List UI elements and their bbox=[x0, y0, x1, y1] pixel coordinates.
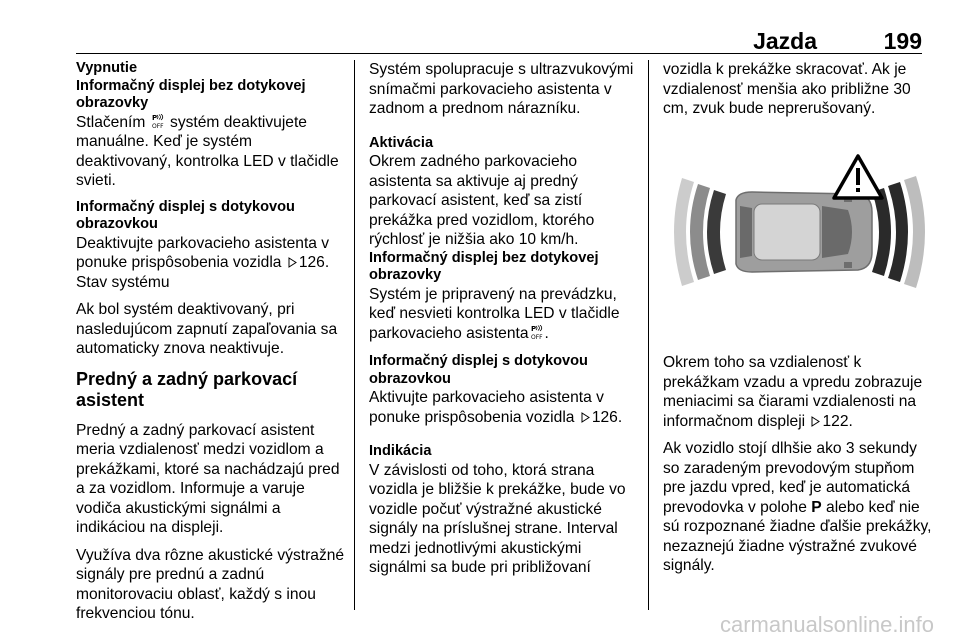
page-reference-link[interactable]: 122. bbox=[822, 412, 853, 430]
column-2 bbox=[369, 60, 641, 586]
column-divider-1 bbox=[354, 60, 355, 610]
heading-indikacia: Indikácia bbox=[369, 443, 432, 459]
column-1 bbox=[76, 60, 348, 632]
rear-sensor-zones bbox=[674, 178, 726, 286]
heading-info-touch: Informačný displej s dotykovou obrazovkou bbox=[76, 198, 295, 232]
heading-info-no-touch-2: Informačný displej bez dotykovej obrazovky bbox=[369, 249, 599, 283]
warning-triangle-icon bbox=[834, 156, 882, 198]
paragraph-no-auto-reactivate: Ak bol systém deaktivovaný, pri nasledujúcom zapnutí zapaľovania sa automaticky znova neaktivuje. bbox=[76, 301, 338, 357]
column-divider-2 bbox=[648, 60, 649, 610]
column-3 bbox=[663, 60, 935, 127]
column-3-lower bbox=[663, 353, 935, 584]
page-reference-link[interactable]: 126. bbox=[591, 408, 623, 426]
gear-p-label: P bbox=[811, 498, 822, 516]
parking-sensor-diagram bbox=[672, 152, 930, 308]
paragraph-two-signals: Využíva dva rôzne akustické výstražné signály pre prednú a zadnú monitorovaciu oblasť, každý s inou frekvenciou tónu. bbox=[76, 546, 345, 622]
heading-info-no-touch: Informačný displej bez dotykovej obrazovky bbox=[76, 77, 306, 111]
page-reference-arrow-icon bbox=[581, 412, 590, 423]
car-top-view bbox=[736, 192, 872, 272]
heading-aktivacia: Aktivácia bbox=[369, 134, 434, 151]
paragraph-ultrasonic: Systém spolupracuje s ultrazvukovými snímačmi parkovacieho asistenta v zadnom a prednom nárazníku. bbox=[369, 61, 634, 117]
svg-text:OFF: OFF bbox=[151, 122, 164, 129]
header-rule bbox=[76, 53, 922, 54]
paragraph-indication: V závislosti od toho, ktorá strana vozidla je bližšie k prekážke, bude vo vozidle počuť výstražné akustické signály na príslušnej strane. Interval medzi jednotlivými akustickými signálmi sa bude pri približovaní bbox=[369, 461, 626, 576]
paragraph-deactivate-menu: Deaktivujte parkovacieho asistenta v ponuke prispôsobenia vozidla 126. bbox=[76, 234, 330, 271]
heading-vypnutie: Vypnutie bbox=[76, 60, 138, 76]
parking-assist-off-icon bbox=[531, 325, 543, 340]
svg-text:P: P bbox=[151, 113, 157, 122]
paragraph-deactivate-manual: Stlačením P OFF systém deaktivujete manuálne. Keď je systém deaktivovaný, kontrolka LED v tlačidle svieti. bbox=[76, 113, 339, 189]
paragraph-assist-description: Predný a zadný parkovací asistent meria vzdialenosť medzi vozidlom a prekážkami, ktoré sa nachádzajú pred a za vozidlom. Informuje a varuje vodiča akustickými signálmi a indikáciou na displeji. bbox=[76, 421, 340, 536]
paragraph-ready: Systém je pripravený na prevádzku, keď nesvieti kontrolka LED v tlačidle parkovacieho asistenta P OFF . bbox=[369, 285, 620, 342]
heading-front-rear-assist: Predný a zadný parkovací asistent bbox=[76, 368, 298, 410]
paragraph-activation: Okrem zadného parkovacieho asistenta sa aktivuje aj predný parkovací asistent, keď sa zistí prekážka pred vozidlom, ktorého rýchlosť je nižšia ako 10 km/h. bbox=[369, 153, 595, 248]
paragraph-continuous-tone: vozidla k prekážke skracovať. Ak je vzdialenosť menšia ako približne 30 cm, zvuk bude neprerušovaný. bbox=[663, 61, 911, 117]
paragraph-system-state: Stav systému bbox=[76, 273, 170, 291]
page-header bbox=[76, 28, 922, 54]
page-number: 199 bbox=[883, 28, 922, 54]
paragraph-no-warning: Ak vozidlo stojí dlhšie ako 3 sekundy so zaradeným prevodovým stupňom pre jazdu vpred, keď je automatická prevodovka v polohe P alebo keď nie sú rozpoznané žiadne ďalšie prekážky, nezaznejú žiadne výstražné zvukové signály. bbox=[663, 440, 932, 574]
page-reference-link[interactable]: 126. bbox=[298, 254, 330, 271]
page-reference-arrow-icon bbox=[811, 416, 820, 427]
paragraph-distance-lines: Okrem toho sa vzdialenosť k prekážkam vzadu a vpredu zobrazuje meniacimi sa čiarami vzdialenosti na informačnom displeji 122. bbox=[663, 354, 923, 430]
watermark: carmanualsonline.info bbox=[719, 612, 934, 637]
svg-text:OFF: OFF bbox=[530, 333, 543, 340]
paragraph-activate-menu: Aktivujte parkovacieho asistenta v ponuke prispôsobenia vozidla 126. bbox=[369, 389, 623, 426]
parking-assist-off-icon bbox=[152, 114, 164, 129]
section-title: Jazda bbox=[753, 28, 817, 54]
page-reference-arrow-icon bbox=[288, 257, 297, 268]
svg-text:P: P bbox=[530, 324, 536, 333]
heading-info-touch-2: Informačný displej s dotykovou obrazovkou bbox=[369, 353, 588, 387]
